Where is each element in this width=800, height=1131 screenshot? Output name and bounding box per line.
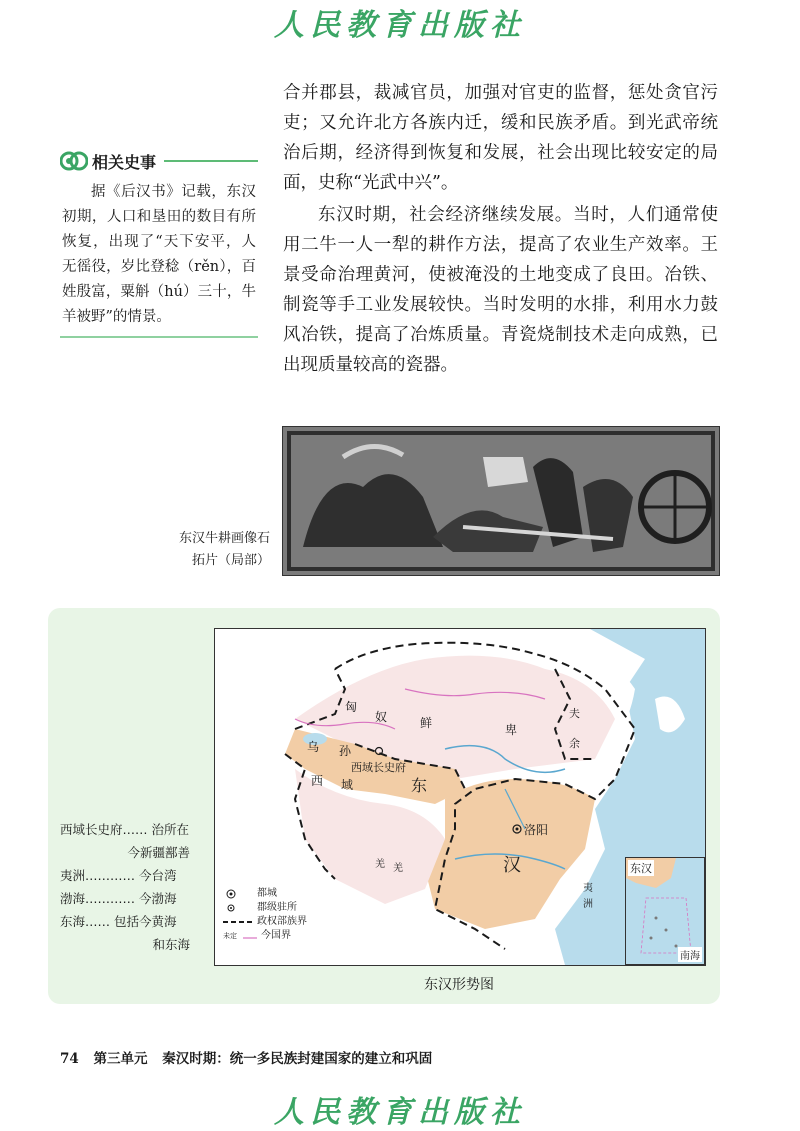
legend-boundary <box>223 915 353 929</box>
stone-rubbing-image <box>282 426 720 576</box>
map-label-han: 汉 <box>503 855 521 876</box>
map-note-xiyu: 西域长史府…… 治所在 <box>60 822 189 837</box>
related-history-icon <box>60 149 88 173</box>
main-text <box>283 78 718 380</box>
commandery-symbol-icon <box>223 902 253 914</box>
map-label-yizhou-2: 洲 <box>583 899 593 910</box>
map-note-xiyu-cont: 今新疆鄯善 <box>127 845 190 860</box>
stone-rubbing-picture <box>283 427 719 575</box>
map-legend <box>223 887 353 943</box>
inset-title: 东汉 <box>630 862 652 875</box>
map-label-qiang-1: 羌 <box>375 859 385 870</box>
map-note-donghai-cont: 和东海 <box>152 937 190 952</box>
figure-caption-line-1: 东汉牛耕画像石 <box>178 531 270 546</box>
footer-title: 秦汉时期：统一多民族封建国家的建立和巩固 <box>162 1051 433 1067</box>
map-label-wusun-1: 乌 <box>307 740 320 754</box>
modern-border-line-icon <box>243 930 257 942</box>
map-label-dong: 东 <box>411 776 428 795</box>
page-number: 74 <box>60 1051 79 1067</box>
legend-commandery-label: 郡级驻所 <box>257 902 297 913</box>
map-label-xianbei-2: 卑 <box>505 723 518 737</box>
inset-south-sea-label: 南海 <box>678 947 702 962</box>
legend-boundary-label: 政权部族界 <box>257 916 307 927</box>
map-label-yizhou-1: 夷 <box>583 883 593 894</box>
capital-symbol-icon <box>223 888 253 900</box>
main-paragraph-1: 合并郡县，裁减官员，加强对官吏的监督，惩处贪官污吏；又允许北方各族内迁，缓和民族矛盾。到光武帝统治后期，经济得到恢复和发展，社会出现比较安定的局面，史称“光武中兴”。 <box>283 83 718 193</box>
legend-commandery <box>223 901 353 915</box>
map-label-xianbei-1: 鲜 <box>420 716 433 730</box>
map-panel <box>48 608 720 1004</box>
map-label-xiongnu-2: 奴 <box>375 710 388 724</box>
publisher-logo-bottom: 人民教育出版社 <box>274 1095 526 1130</box>
legend-modern <box>223 929 353 943</box>
figure-caption <box>150 528 270 572</box>
main-paragraph-2: 东汉时期，社会经济继续发展。当时，人们通常使用二牛一人一犁的耕作方法，提高了农业生产效率。王景受命治理黄河，使被淹没的土地变成了良田。冶铁、制瓷等手工业发展较快。当时发明的水排，利用水力鼓风冶铁，提高了冶炼质量。青瓷烧制技术走向成熟，已出现质量较高的瓷器。 <box>283 205 718 375</box>
sidebar-bottom-rule <box>60 336 258 338</box>
map-label-xiyu-1: 西 <box>311 774 324 788</box>
sidebar-title-row <box>60 146 258 176</box>
page-footer <box>60 1047 442 1067</box>
legend-capital <box>223 887 353 901</box>
legend-modern-label: 今国界 <box>261 930 291 941</box>
map-label-xiyu-2: 域 <box>341 778 354 792</box>
map-note-donghai: 东海…… 包括今黄海 <box>60 914 177 929</box>
boundary-line-icon <box>223 916 253 928</box>
map-label-fuyu-1: 夫 <box>569 707 580 720</box>
eastern-han-map <box>214 628 706 966</box>
sidebar-body: 据《后汉书》记载，东汉初期，人口和垦田的数目有所恢复，出现了“天下安平，人无徭役，岁比登稔（rěn），百姓殷富，粟斛（hú）三十，牛羊被野”的情景。 <box>62 184 256 325</box>
map-caption: 东汉形势图 <box>424 977 494 993</box>
map-label-wusun-2: 孙 <box>339 744 352 758</box>
legend-weiding-label: 未定 <box>223 932 237 940</box>
map-note-yizhou: 夷洲………… 今台湾 <box>60 868 177 883</box>
map-label-xiyu-office: 西域长史府 <box>351 761 406 774</box>
map-label-qiang-2: 羌 <box>393 863 403 874</box>
south-sea-inset <box>625 857 705 965</box>
publisher-logo-top: 人民教育出版社 <box>274 8 526 43</box>
map-notes <box>60 818 190 956</box>
legend-capital-label: 都城 <box>257 888 277 899</box>
map-label-fuyu-2: 余 <box>569 737 580 750</box>
figure-caption-line-2: 拓片（局部） <box>191 553 270 568</box>
map-label-xiongnu-1: 匈 <box>345 700 358 714</box>
sidebar-title-rule <box>164 160 258 162</box>
sidebar-title: 相关史事 <box>92 152 157 172</box>
related-history-sidebar <box>60 146 258 338</box>
map-label-luoyang: 洛阳 <box>524 823 549 837</box>
map-note-bohai: 渤海………… 今渤海 <box>60 891 177 906</box>
footer-unit: 第三单元 <box>93 1051 148 1067</box>
